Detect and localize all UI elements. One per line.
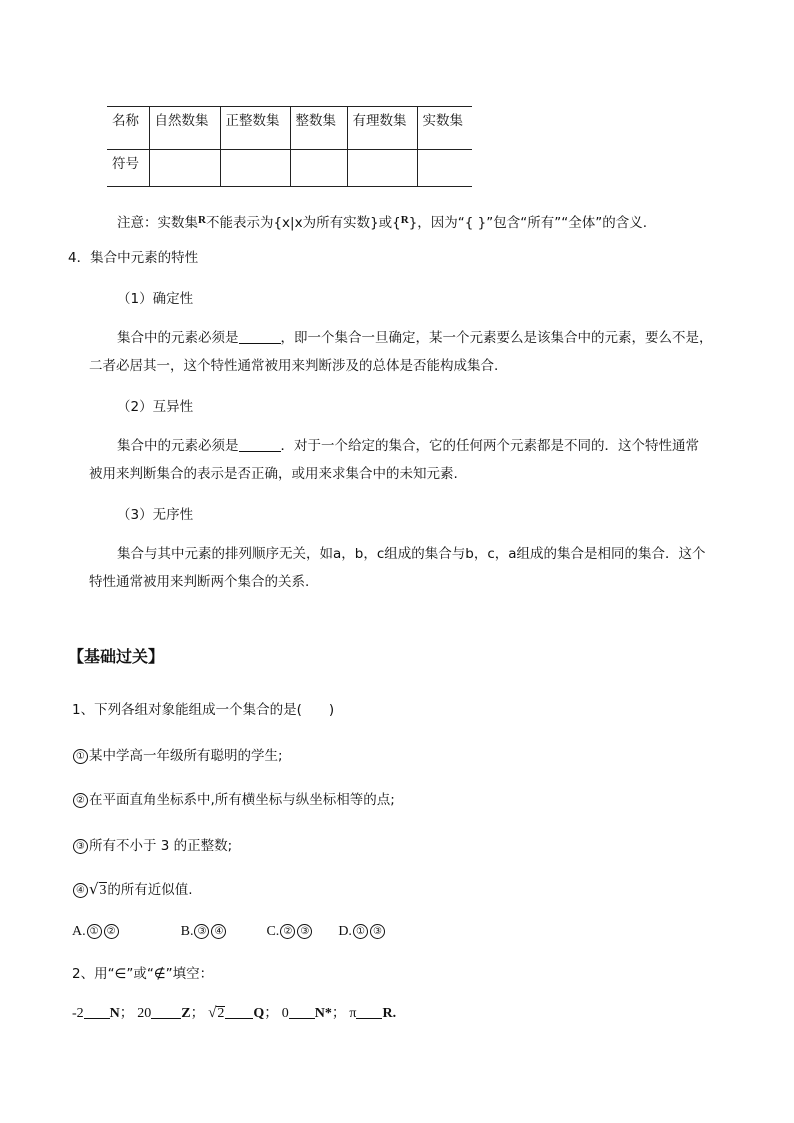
- circled-number: ④: [211, 924, 226, 939]
- radicand: 2: [217, 1006, 225, 1021]
- subheading-determinacy: （1）确定性: [117, 291, 194, 307]
- table-cell: 实数集: [417, 107, 472, 150]
- choice-b[interactable]: [181, 924, 228, 939]
- question-1-item-3: [72, 834, 232, 854]
- answer-blank[interactable]: [289, 1004, 315, 1019]
- paragraph-line: 集合与其中元素的排列顺序无关，如a，b，c组成的集合与b，c，a组成的集合是相同的集合．这个: [117, 546, 706, 562]
- question-1-item-1: [72, 744, 283, 764]
- answer-blank[interactable]: [356, 1004, 382, 1019]
- paragraph-line: [117, 326, 713, 346]
- table-cell: 整数集: [290, 107, 347, 150]
- answer-blank[interactable]: [225, 1004, 253, 1019]
- number-sets-table: [107, 106, 472, 187]
- paragraph-line: 二者必居其一，这个特性通常被用来判断涉及的总体是否能构成集合.: [89, 358, 499, 374]
- choice-d[interactable]: [338, 924, 386, 939]
- circled-number: ②: [73, 793, 88, 808]
- item-text: 的所有近似值.: [107, 882, 193, 898]
- circled-number: ③: [194, 924, 209, 939]
- paragraph-line: [117, 434, 699, 454]
- circled-number: ③: [73, 839, 88, 854]
- table-cell: [417, 150, 472, 187]
- math-term: π: [349, 1006, 357, 1021]
- table-cell: 正整数集: [220, 107, 290, 150]
- table-cell: [290, 150, 347, 187]
- paragraph-line: 被用来判断集合的表示是否正确，或用来求集合中的未知元素.: [89, 466, 458, 482]
- radical-sign: √: [89, 880, 99, 898]
- choice-letter: D.: [338, 924, 352, 939]
- note-mid: 不能表示为{x|x为所有实数}或{: [205, 215, 401, 231]
- question-1-stem: 1、下列各组对象能组成一个集合的是( ): [72, 702, 335, 718]
- question-1-item-2: [72, 788, 395, 808]
- real-set-symbol: R: [400, 214, 409, 226]
- note-line: [117, 211, 647, 231]
- table-row: [107, 150, 472, 187]
- answer-blank: [239, 329, 281, 344]
- circled-number: ②: [104, 924, 119, 939]
- radical-sign: √: [208, 1005, 217, 1021]
- table-cell: 名称: [107, 107, 149, 150]
- table-row: [107, 107, 472, 150]
- circled-number: ③: [370, 924, 385, 939]
- choice-letter: B.: [180, 924, 194, 939]
- circled-number: ①: [73, 749, 88, 764]
- item-text: 所有不小于 3 的正整数;: [89, 838, 233, 854]
- table-cell: [347, 150, 417, 187]
- table-cell: 自然数集: [149, 107, 220, 150]
- section-title-basics: 【基础过关】: [68, 647, 165, 666]
- set-symbol: N*: [314, 1006, 332, 1021]
- table-cell: 符号: [107, 150, 149, 187]
- choice-a[interactable]: [72, 924, 120, 939]
- item-text: 在平面直角坐标系中,所有横坐标与纵坐标相等的点;: [89, 792, 395, 808]
- answer-blank: [239, 437, 281, 452]
- answer-blank[interactable]: [151, 1004, 181, 1019]
- note-suffix: }，因为“{ }”包含“所有”“全体”的含义.: [408, 215, 648, 231]
- text: 集合中的元素必须是: [117, 330, 239, 346]
- paragraph-line: 特性通常被用来判断两个集合的关系.: [89, 574, 310, 590]
- question-1-item-4: [72, 878, 193, 898]
- circled-number: ①: [87, 924, 102, 939]
- circled-number: ①: [353, 924, 368, 939]
- circled-number: ④: [73, 883, 88, 898]
- item-text: 某中学高一年级所有聪明的学生;: [89, 748, 283, 764]
- note-prefix: 注意：实数集: [117, 215, 198, 231]
- radicand: 3: [99, 882, 107, 897]
- question-2-stem: 2、用“∈”或“∉”填空：: [72, 966, 214, 982]
- question-2-expression: -2 N； 20 Z； √2 Q； 0 N*； π R.: [72, 1005, 397, 1021]
- text: ．对于一个给定的集合，它的任何两个元素都是不同的．这个特性通常: [280, 438, 699, 454]
- math-term: 20: [137, 1006, 152, 1021]
- choice-letter: A.: [72, 924, 86, 939]
- set-symbol: Z: [181, 1006, 191, 1021]
- answer-blank[interactable]: [84, 1004, 110, 1019]
- text: ，即一个集合一旦确定，某一个元素要么是该集合中的元素，要么不是，: [280, 330, 713, 346]
- text: 集合中的元素必须是: [117, 438, 239, 454]
- subheading-distinctness: （2）互异性: [117, 399, 194, 415]
- subheading-unordered: （3）无序性: [117, 507, 194, 523]
- set-symbol: N: [109, 1006, 120, 1021]
- table-cell: 有理数集: [347, 107, 417, 150]
- choice-c[interactable]: [266, 924, 313, 939]
- set-symbol: R.: [382, 1006, 397, 1021]
- real-set-symbol: R: [198, 214, 206, 226]
- circled-number: ③: [297, 924, 312, 939]
- math-term: -2: [72, 1006, 84, 1021]
- question-1-choices: [72, 924, 386, 940]
- table-cell: [149, 150, 220, 187]
- section-heading: 4．集合中元素的特性: [68, 250, 199, 266]
- choice-letter: C.: [266, 924, 280, 939]
- set-symbol: Q: [253, 1006, 265, 1021]
- table-cell: [220, 150, 290, 187]
- math-term: 0: [281, 1006, 289, 1021]
- circled-number: ②: [280, 924, 295, 939]
